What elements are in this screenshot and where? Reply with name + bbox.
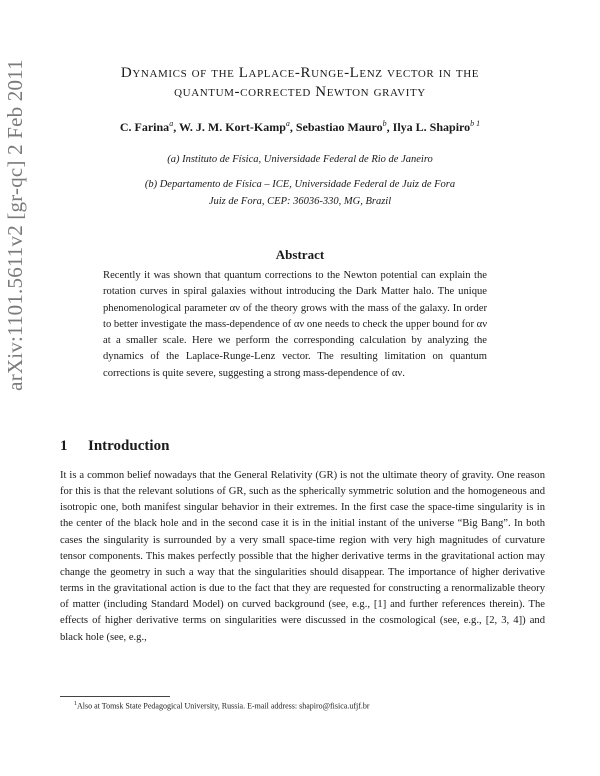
author-affiliation-mark: b 1 [470, 119, 481, 128]
footnote-text: Also at Tomsk State Pedagogical University, Russia. E-mail address: shapiro@fisica.ufjf.br [77, 701, 370, 711]
abstract-text: Recently it was shown that quantum corrections to the Newton potential can explain the rotation curves in spiral galaxies without introducing the Dark Matter halo. The unique phenomenological parameter αν of the theory grows with the mass of the galaxy. In order to better investigate the mass-dependence of αν one needs to check the upper bound for αν at a smaller scale. Here we perform the corresponding calculation by analyzing the dynamics of the Laplace-Runge-Lenz vector. The resulting limitation on quantum corrections is quite severe, suggesting a strong mass-dependence of αν. [103, 270, 487, 379]
section-title: Introduction [88, 438, 170, 454]
footnote [74, 699, 544, 712]
footnote-mark: 1 [74, 701, 77, 707]
abstract-heading: Abstract [275, 247, 325, 262]
affiliation-b-line-1: (b) Departamento de Física – ICE, Universidade Federal de Juiz de Fora [144, 179, 456, 190]
affiliation-b-line-2: Juiz de Fora, CEP: 36036-330, MG, Brazil [208, 196, 392, 207]
arxiv-identifier: arXiv:1101.5611v2 [gr-qc] 2 Feb 2011 [3, 59, 27, 391]
author-name: Ilya L. Shapiro [392, 120, 471, 134]
affiliation-a: (a) Instituto de Física, Universidade Federal de Rio de Janeiro [167, 154, 433, 165]
title-line-2: quantum-corrected Newton gravity [174, 84, 426, 100]
author-affiliation-mark: b [382, 119, 387, 128]
section-number: 1 [60, 438, 68, 454]
author-name: W. J. M. Kort-Kamp [178, 120, 286, 134]
author-list: C. Farina$^a$, W. J. M. Kort-Kamp$^a$, Sebastiao Mauro$^b$, Ilya L. Shapiro$^{b 1}$ [119, 119, 481, 134]
author-affiliation-mark: a [285, 119, 290, 128]
author-name: Sebastiao Mauro [295, 120, 383, 134]
affiliation-b [60, 176, 540, 210]
author-name: C. Farina [119, 120, 170, 134]
section-heading [60, 438, 169, 455]
paper-title [60, 64, 540, 102]
title-line-1: Dynamics of the Laplace-Runge-Lenz vector in the [120, 65, 480, 81]
introduction-text: It is a common belief nowadays that the General Relativity (GR) is not the ultimate theory of gravity. One reason for this is that the relevant solutions of GR, such as the spherically symmetric solution and the homogeneous and isotropic one, both manifest singular behavior in their extremes. In the first case the space-time singularity is in the center of the black hole and in the second case it is in the initial instant of the universe “Big Bang”. In both cases the singularity is surrounded by a very small space-time region with very high magnitudes of curvature tensor components. This makes perfectly possible that the higher derivative terms in the gravitational action may change the geometry in such a way that the singularities should disappear. The importance of higher derivative terms in the gravitational action is due to the fact that they are requested for constructing a renormalizable theory of matter (including Standard Model) on curved background (see, e.g., [1] and further references therein). The effects of higher derivative terms on singularities were discussed in the cosmological (see, e.g., [2, 3, 4]) and black hole (see, e.g., [60, 470, 545, 643]
author-affiliation-mark: a [169, 119, 174, 128]
footnote-divider [60, 696, 170, 697]
